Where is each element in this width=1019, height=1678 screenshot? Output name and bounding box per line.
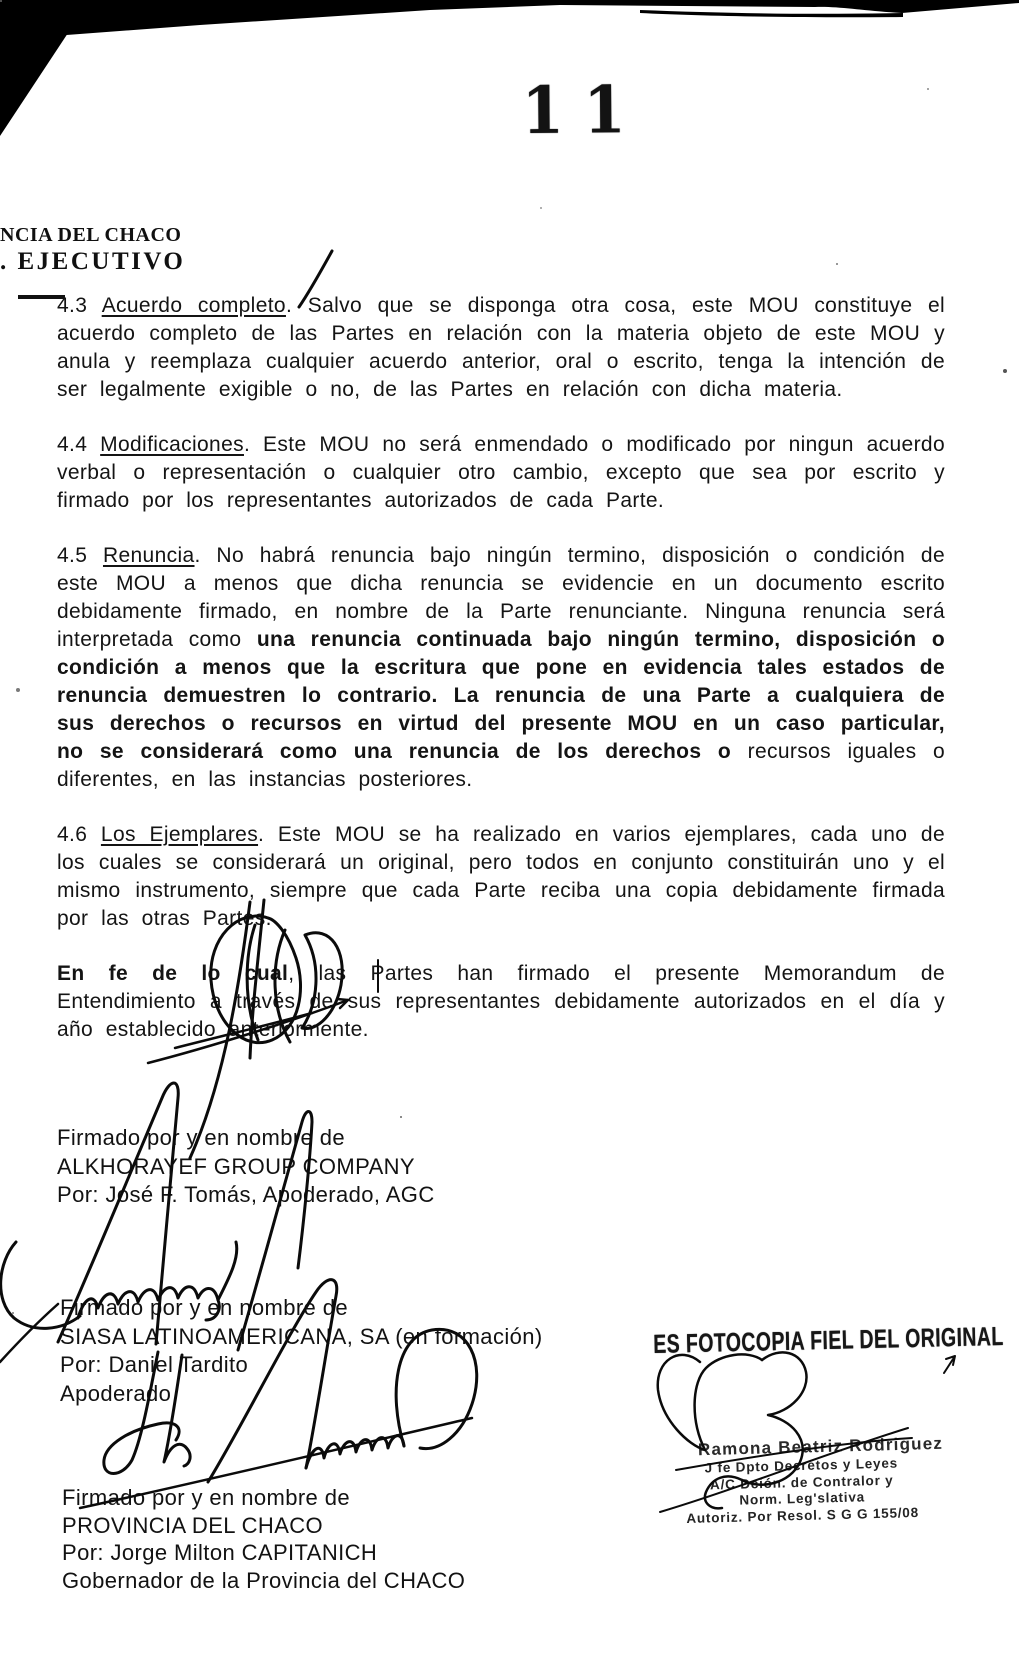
signature-role: Apoderado — [60, 1380, 172, 1406]
section-4-4 — [57, 431, 945, 515]
letterhead-line2: . EJECUTIVO — [0, 248, 186, 275]
section-title: Los Ejemplares — [100, 823, 259, 846]
signature-block-siasa — [60, 1294, 543, 1408]
section-number: 4.3 — [57, 294, 88, 317]
section-4-5 — [57, 542, 945, 794]
letterhead-line1: NCIA DEL CHACO — [0, 224, 182, 246]
section-title: Acuerdo completo — [101, 294, 286, 317]
scan-speckles — [0, 0, 2, 2]
section-title: Renuncia — [102, 544, 195, 567]
closing-paragraph — [57, 960, 945, 1044]
section-text: recursos iguales o diferentes, en las instancias posteriores. — [57, 740, 945, 791]
letterhead — [0, 224, 185, 276]
section-text-bold: una renuncia continuada bajo ningún termino, disposición o condición a menos que la escritura que pone en evidencia tales estados de renuncia demuestren lo contrario. La renuncia de una Parte a cualquiera de sus derechos o recursos en virtud del presente MOU en un caso particular, no se considerará como una renuncia de los derechos o — [57, 628, 945, 763]
section-number: 4.6 — [57, 823, 88, 846]
signature-block-provincia — [62, 1484, 465, 1594]
page-number-stamp: 11 — [521, 72, 646, 150]
signature-entity: PROVINCIA DEL CHACO — [62, 1512, 324, 1538]
closing-lead: En fe de lo cual — [57, 962, 289, 985]
signature-preamble: Firmado por y en nombre de — [62, 1485, 350, 1510]
section-text: . No habrá renuncia bajo ningún termino, disposición o condición de este MOU a menos que dicha renuncia se evidencie en un documento escrito debidamente firmado, en nombre de la Parte renunciante. Ninguna renuncia será interpretada como — [57, 544, 945, 651]
section-title: Modificaciones — [100, 433, 244, 456]
certification-office-line1: A/C Dción. de Contralor y — [709, 1472, 894, 1492]
signature-by-line: Por: José F. Tomás, Apoderado, AGC — [57, 1182, 435, 1207]
section-text: . Este MOU no será enmendado o modificado por ningun acuerdo verbal o representación o cualquier otro cambio, excepto que sea por escrito y firmado por los representantes autorizados de cada Parte. — [57, 433, 945, 512]
section-text: . Salvo que se disponga otra cosa, este MOU constituye el acuerdo completo de las Partes en relación con la materia objeto de este MOU y anula y reemplaza cualquier acuerdo anterior, oral o escrito, tenga la intención de ser legalmente exigible o no, de las Partes en relación con dicha materia. — [57, 294, 946, 401]
certification-stamp-details — [651, 1454, 953, 1528]
signature-preamble: Firmado por y en nombre de — [60, 1295, 348, 1320]
section-4-6 — [57, 821, 945, 933]
section-number: 4.5 — [57, 544, 88, 567]
certification-officer-name: Ramona Beatriz Rodriguez — [697, 1433, 944, 1460]
certification-officer-title: J fe Dpto Decretos y Leyes — [704, 1455, 899, 1476]
section-4-3 — [57, 292, 945, 404]
signature-entity: ALKHORAYEF GROUP COMPANY — [57, 1153, 416, 1179]
certification-authorization: Autoriz. Por Resol. S G G 155/08 — [686, 1504, 920, 1526]
section-number: 4.4 — [57, 433, 88, 456]
signature-entity: SIASA LATINOAMERICANA, SA (en formación) — [60, 1323, 543, 1349]
signature-role: Gobernador de la Provincia del CHACO — [62, 1567, 466, 1593]
arrow-mark — [944, 1356, 955, 1373]
section-text: . Este MOU se ha realizado en varios ejemplares, cada uno de los cuales se considerará un original, pero todos en conjunto constituirán uno y el mismo instrumento, siempre que cada Parte reciba una copia debidamente firmada por las otras Partes. — [57, 823, 945, 930]
certification-stamp-title: ES FOTOCOPIA FIEL DEL ORIGINAL — [653, 1322, 1004, 1360]
signature-by-line: Por: Daniel Tardito — [60, 1352, 249, 1377]
signature-preamble: Firmado por y en nombre de — [57, 1125, 345, 1150]
contract-body — [57, 292, 945, 1071]
certification-office-line2: Norm. Leg'slativa — [739, 1489, 866, 1508]
signature-by-line: Por: Jorge Milton CAPITANICH — [62, 1540, 378, 1565]
signature-block-alkhorayef — [57, 1124, 435, 1210]
scan-edge-artifact — [0, 0, 1019, 160]
closing-text: , las Partes han firmado el presente Memorandum de Entendimiento a través de sus representantes debidamente autorizados en el día y año establecido anteriormente. — [57, 962, 945, 1041]
